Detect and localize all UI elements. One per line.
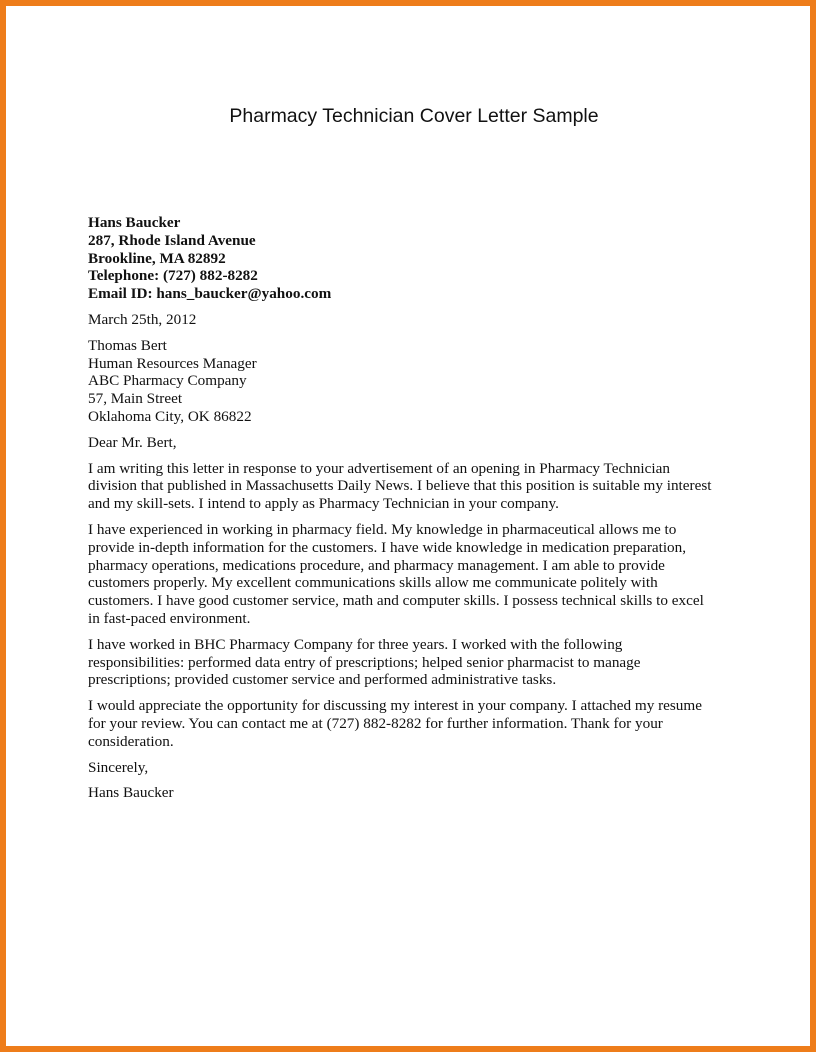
paragraph-line: I have experienced in working in pharmacy field. My knowledge in pharmaceutical allows me to xyxy=(88,520,677,538)
recipient-name: Thomas Bert xyxy=(88,336,167,354)
paragraph-line: and my skill-sets. I intend to apply as Pharmacy Technician in your company. xyxy=(88,495,559,513)
paragraph-line: responsibilities: performed data entry of prescriptions; helped senior pharmacist to manage xyxy=(88,653,641,671)
paragraph-line: provide in-depth information for the customers. I have wide knowledge in medication preparation, xyxy=(88,538,687,556)
letter-date: March 25th, 2012 xyxy=(88,310,197,328)
letter-body xyxy=(88,214,748,802)
salutation-block xyxy=(88,434,748,452)
paragraph-2 xyxy=(88,521,748,628)
paragraph-line: in fast-paced environment. xyxy=(88,609,251,627)
paragraph-4 xyxy=(88,697,748,750)
sender-telephone: Telephone: (727) 882-8282 xyxy=(88,267,258,285)
paragraph-line: I would appreciate the opportunity for discussing my interest in your company. I attached my resume xyxy=(88,697,702,715)
closing-block xyxy=(88,759,748,777)
paragraph-line: prescriptions; provided customer service and performed administrative tasks. xyxy=(88,671,557,689)
salutation: Dear Mr. Bert, xyxy=(88,433,177,451)
recipient-city: Oklahoma City, OK 86822 xyxy=(88,407,252,425)
recipient-position: Human Resources Manager xyxy=(88,354,257,372)
paragraph-3 xyxy=(88,636,748,689)
paragraph-1 xyxy=(88,460,748,513)
sender-address-line2: Brookline, MA 82892 xyxy=(88,249,226,267)
sender-address-line1: 287, Rhode Island Avenue xyxy=(88,231,256,249)
closing: Sincerely, xyxy=(88,758,149,776)
sender-email: Email ID: hans_baucker@yahoo.com xyxy=(88,285,332,303)
paragraph-line: customers properly. My excellent communications skills allow me communicate politely with xyxy=(88,574,658,592)
paragraph-line: customers. I have good customer service, math and computer skills. I possess technical skills to excel xyxy=(88,592,704,610)
paragraph-line: for your review. You can contact me at (727) 882-8282 for further information. Thank for your xyxy=(88,714,663,732)
paragraph-line: I am writing this letter in response to your advertisement of an opening in Pharmacy Technician xyxy=(88,459,670,477)
paragraph-line: I have worked in BHC Pharmacy Company for three years. I worked with the following xyxy=(88,635,623,653)
paragraph-line: pharmacy operations, medications procedure, and pharmacy management. I am able to provide xyxy=(88,556,665,574)
recipient-block xyxy=(88,337,748,426)
recipient-company: ABC Pharmacy Company xyxy=(88,372,247,390)
sender-name: Hans Baucker xyxy=(88,214,181,231)
sender-block xyxy=(88,214,748,303)
signature-name: Hans Baucker xyxy=(88,784,174,802)
paragraph-line: consideration. xyxy=(88,732,174,750)
signature-block xyxy=(88,784,748,802)
recipient-street: 57, Main Street xyxy=(88,390,183,408)
page-title: Pharmacy Technician Cover Letter Sample xyxy=(229,105,599,127)
letter-date-block xyxy=(88,311,748,329)
paragraph-line: division that published in Massachusetts Daily News. I believe that this position is suitable my interest xyxy=(88,477,712,495)
